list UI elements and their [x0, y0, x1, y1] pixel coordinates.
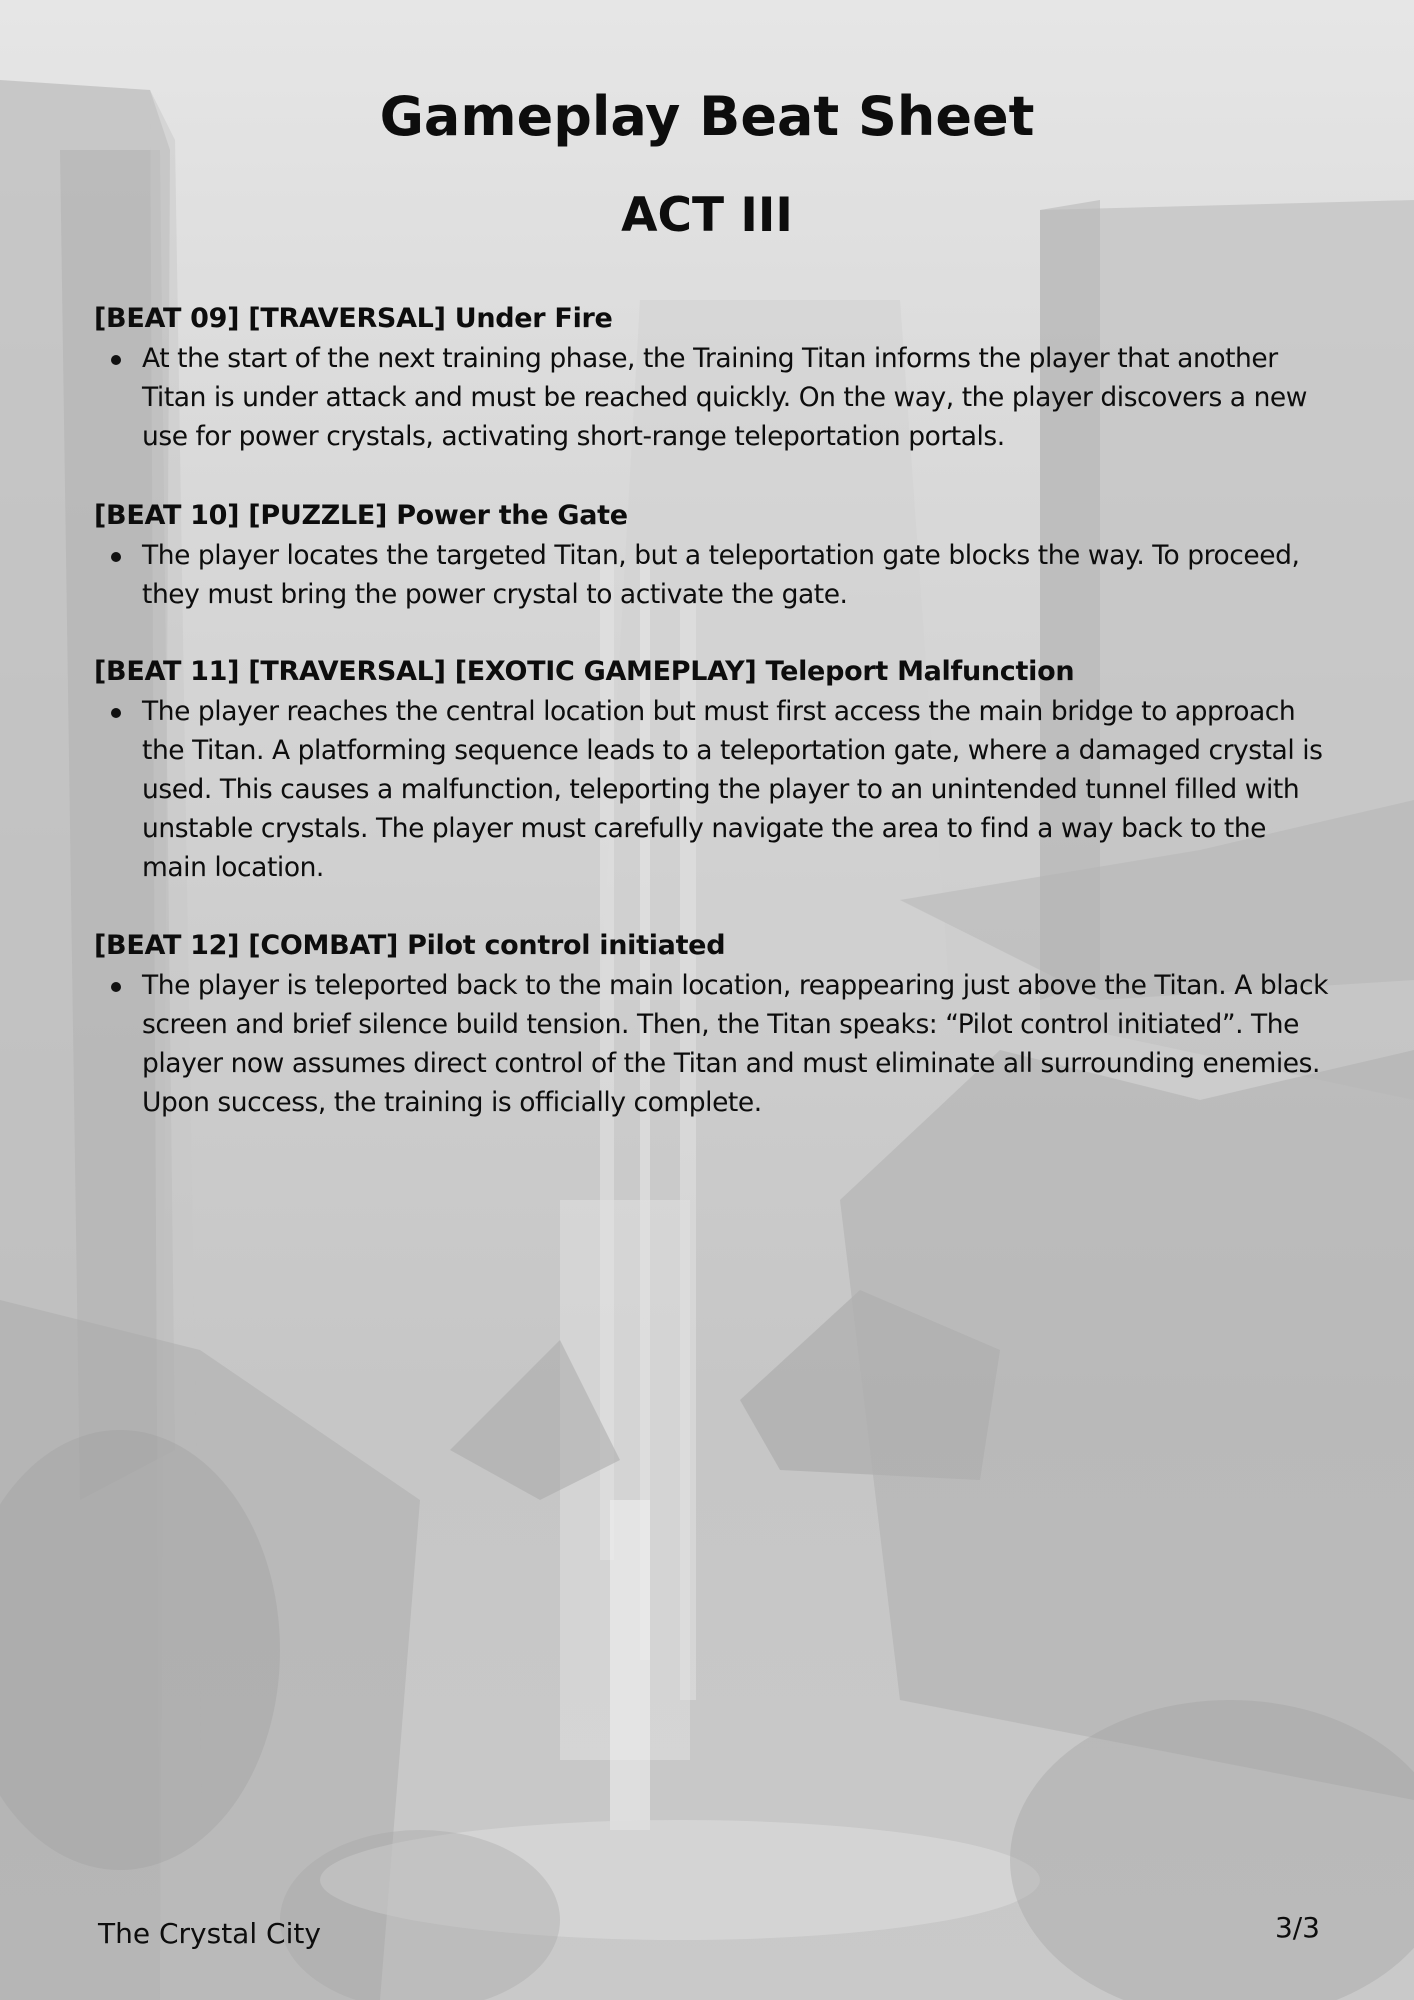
bullet-icon: [111, 552, 121, 562]
beat-bullet-item: [94, 692, 1334, 887]
beat-section: [94, 652, 1334, 887]
document-title: Gameplay Beat Sheet: [379, 85, 1035, 148]
beat-heading: [BEAT 09] [TRAVERSAL] Under Fire: [94, 303, 613, 334]
beat-description: The player is teleported back to the main location, reappearing just above the Titan. A black screen and brief silence build tension. Then, the Titan speaks: “Pilot control initiated”. The player now assumes direct control of the Titan and must eliminate all surrounding enemies. Upon success, the training is officially complete.: [142, 970, 1328, 1118]
beat-section: [94, 299, 1334, 456]
footer-page-number: 3/3: [1274, 1911, 1320, 1944]
act-title: ACT III: [621, 188, 793, 243]
beat-bullet-item: [94, 339, 1334, 456]
beat-section: [94, 496, 1334, 614]
bullet-icon: [111, 708, 121, 718]
bullet-icon: [111, 355, 121, 365]
beat-description: The player locates the targeted Titan, but a teleportation gate blocks the way. To proceed, they must bring the power crystal to activate the gate.: [142, 540, 1300, 610]
beat-heading: [BEAT 10] [PUZZLE] Power the Gate: [94, 500, 628, 531]
bullet-icon: [111, 982, 121, 992]
beat-bullet-item: [94, 536, 1334, 614]
footer-project-name: The Crystal City: [98, 1917, 321, 1950]
beat-description: The player reaches the central location but must first access the main bridge to approach the Titan. A platforming sequence leads to a teleportation gate, where a damaged crystal is used. This causes a malfunction, teleporting the player to an unintended tunnel filled with unstable crystals. The player must carefully navigate the area to find a way back to the main location.: [142, 696, 1323, 883]
beat-bullet-item: [94, 966, 1334, 1122]
beat-heading: [BEAT 12] [COMBAT] Pilot control initiated: [94, 930, 726, 961]
beat-heading: [BEAT 11] [TRAVERSAL] [EXOTIC GAMEPLAY] Teleport Malfunction: [94, 656, 1075, 687]
beat-description: At the start of the next training phase, the Training Titan informs the player that another Titan is under attack and must be reached quickly. On the way, the player discovers a new use for power crystals, activating short-range teleportation portals.: [142, 343, 1307, 452]
beat-section: [94, 926, 1334, 1122]
